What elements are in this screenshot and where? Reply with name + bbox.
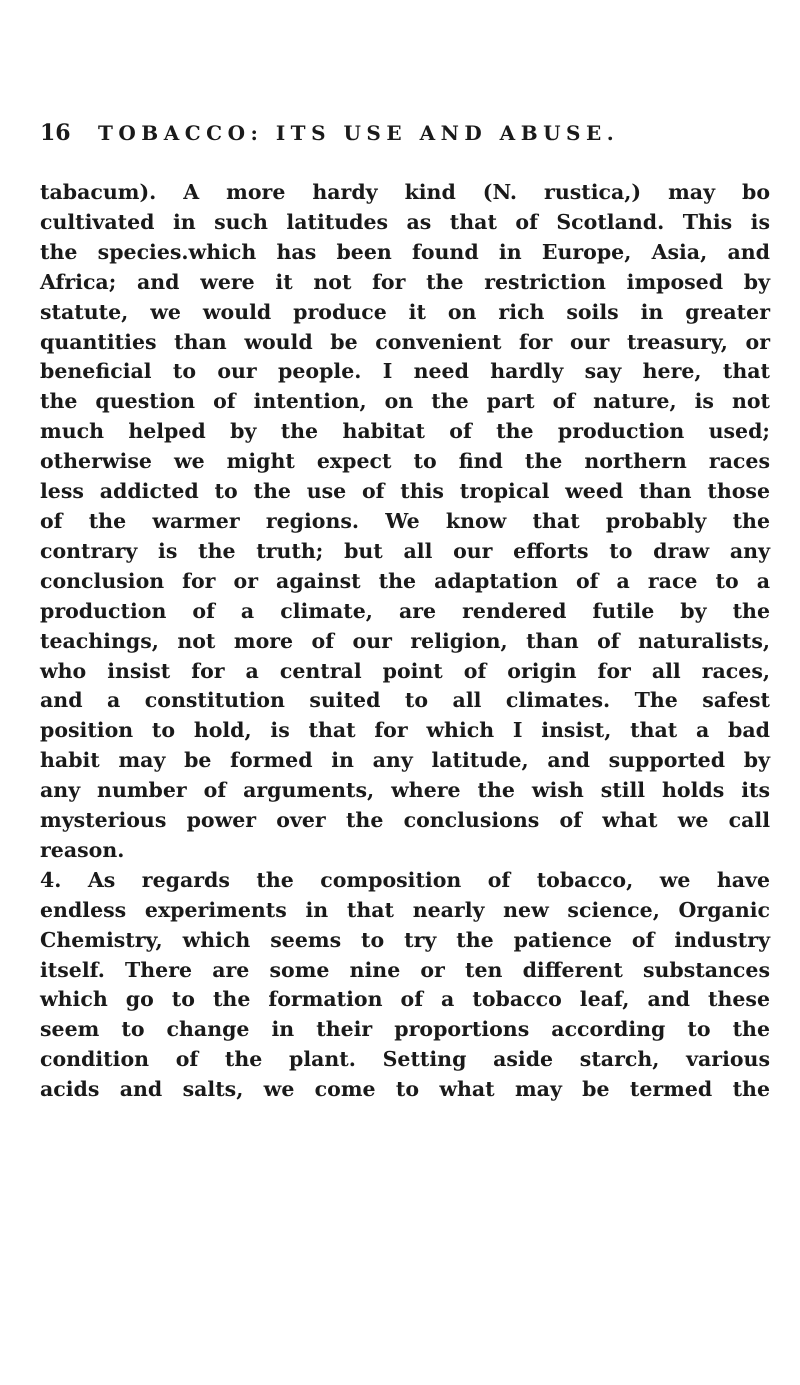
- text-line: habit may be formed in any latitude, and supported by: [40, 748, 770, 773]
- text-line: of the warmer regions. We know that probably the: [40, 508, 770, 533]
- text-line: tabacum). A more hardy kind (N. rustica,) may bo: [40, 180, 770, 204]
- text-line: Africa; and were it not for the restriction imposed by: [40, 269, 770, 294]
- text-line: teachings, not more of our religion, than of naturalists,: [40, 628, 770, 653]
- text-line: beneficial to our people. I need hardly say here, that: [40, 359, 770, 384]
- text-line: otherwise we might expect to find the northern races: [40, 449, 770, 474]
- text-line: who insist for a central point of origin for all races,: [40, 658, 770, 683]
- text-line: cultivated in such latitudes as that of Scotland. This is: [40, 209, 770, 234]
- text-line: reason.: [40, 837, 125, 862]
- text-line: seem to change in their proportions according to the: [40, 1017, 770, 1042]
- text-line: which go to the formation of a tobacco leaf, and these: [40, 987, 770, 1012]
- running-head: [40, 120, 760, 146]
- text-line: conclusion for or against the adaptation of a race to a: [40, 568, 770, 593]
- text-line: statute, we would produce it on rich soils in greater: [40, 299, 770, 324]
- text-line: 4. As regards the composition of tobacco, we have: [40, 867, 770, 892]
- text-line: itself. There are some nine or ten different substances: [40, 957, 770, 982]
- running-title: TOBACCO: ITS USE AND ABUSE.: [98, 121, 620, 145]
- text-line: the species.which has been found in Europe, Asia, and: [40, 239, 770, 264]
- text-line: endless experiments in that nearly new science, Organic: [40, 897, 770, 922]
- text-line: mysterious power over the conclusions of what we call: [40, 808, 770, 833]
- text-line: less addicted to the use of this tropical weed than those: [40, 479, 770, 504]
- text-line: much helped by the habitat of the production used;: [40, 419, 770, 444]
- text-line: quantities than would be convenient for our treasury, or: [40, 329, 770, 354]
- text-line: and a constitution suited to all climates. The safest: [40, 688, 770, 713]
- text-line: production of a climate, are rendered futile by the: [40, 598, 770, 623]
- text-line: position to hold, is that for which I insist, that a bad: [40, 718, 770, 743]
- text-line: the question of intention, on the part of nature, is not: [40, 389, 770, 414]
- body-text: [40, 178, 770, 1105]
- text-line: Chemistry, which seems to try the patience of industry: [40, 927, 770, 952]
- text-line: condition of the plant. Setting aside starch, various: [40, 1047, 770, 1072]
- text-line: acids and salts, we come to what may be termed the: [40, 1077, 770, 1102]
- text-line: any number of arguments, where the wish still holds its: [40, 778, 770, 803]
- text-line: contrary is the truth; but all our efforts to draw any: [40, 538, 770, 563]
- page-number: 16: [40, 120, 71, 146]
